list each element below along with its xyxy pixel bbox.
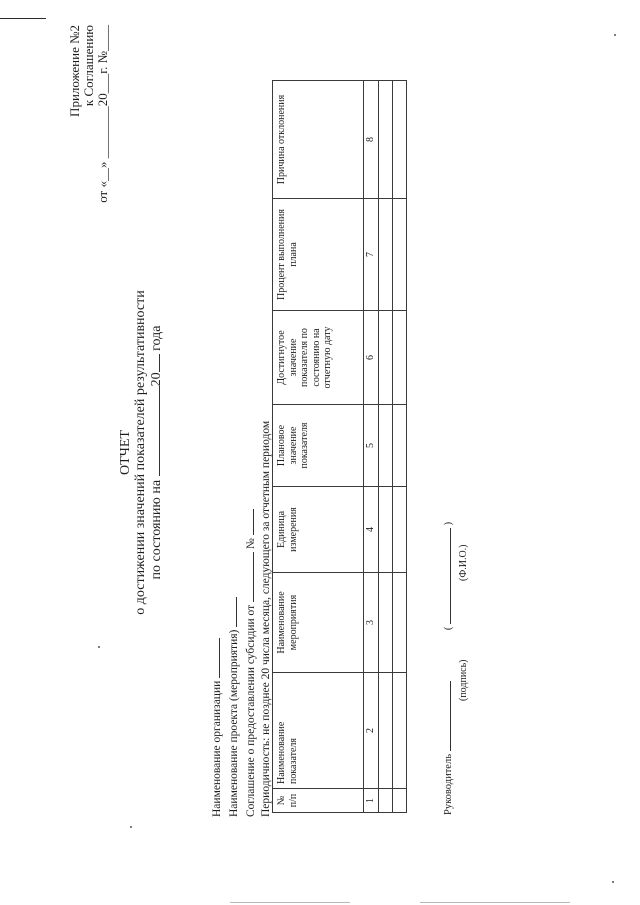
column-number: 8 [364,81,379,199]
header-cell-activity: Наименование мероприятия [273,573,364,673]
field-organization-blank [208,638,220,678]
header-cell-achieved: Достигнутое значение показателя по состоянию на отчетную дату [273,311,364,405]
report-title: ОТЧЕТ [118,430,133,475]
header-cell-percent: Процент выполнения плана [273,199,364,311]
table-row [379,81,393,813]
field-agreement-number-sign: № [245,538,257,550]
table-cell[interactable] [379,81,393,199]
column-number: 2 [364,673,379,789]
field-periodicity: Периодичность: не позднее 20 числа месяца, следующего за отчетным периодом [260,420,272,817]
header-cell-planned: Плановое значение показателя [273,405,364,487]
signature-open-paren: ( [443,626,454,631]
report-subtitle: о достижении значений показателей результативности [133,290,148,615]
report-fields [208,421,274,817]
table-cell[interactable] [393,405,407,487]
column-number: 1 [364,789,379,813]
table-cell[interactable] [379,789,393,813]
report-title-block [118,0,164,905]
table-cell[interactable] [379,405,393,487]
field-project-blank [225,597,237,627]
table-cell[interactable] [379,199,393,311]
column-number: 7 [364,199,379,311]
table-number-row [364,81,379,813]
appendix-agreement: к Соглашению [81,25,96,107]
field-project-label: Наименование проекта (мероприятия) [228,629,240,817]
name-caption: (Ф.И.О.) [458,544,469,581]
table-cell[interactable] [379,573,393,673]
table-cell[interactable] [393,199,407,311]
report-date-line [148,0,164,905]
table-row [393,81,407,813]
table-cell[interactable] [379,673,393,789]
table-cell[interactable] [393,487,407,573]
header-cell-reason: Причина отклонения [273,81,364,199]
column-number: 4 [364,487,379,573]
header-cell-number: № п/п [273,789,364,813]
column-number: 6 [364,311,379,405]
header-cell-indicator: Наименование показателя [273,673,364,789]
appendix-date-number: от «__» ________20___г. №____ [95,25,110,203]
field-agreement-date-blank [242,552,254,602]
column-number: 3 [364,573,379,673]
indicators-table [272,80,407,813]
date-blank [148,386,160,476]
signature-close-paren: ) [443,521,454,526]
signature-role: Руководитель [443,754,454,815]
date-prefix: по состоянию на [149,479,164,580]
table-cell[interactable] [379,487,393,573]
table-cell[interactable] [393,573,407,673]
date-suffix: года [149,325,164,351]
table-header-row [273,81,364,813]
signature-caption: (подпись) [458,659,469,701]
field-agreement [242,421,259,817]
field-agreement-label: Соглашение о предоставлении субсидии от [245,604,257,817]
field-organization [208,421,225,817]
signature-blank[interactable] [440,681,451,751]
table-cell[interactable] [393,673,407,789]
header-cell-unit: Единица измерения [273,487,364,573]
field-organization-label: Наименование организации [211,680,223,817]
table-cell[interactable] [393,81,407,199]
name-blank[interactable] [440,528,451,624]
field-agreement-number-blank [242,509,254,535]
table-cell[interactable] [393,311,407,405]
appendix-title: Приложение №2 [67,25,82,117]
table-cell[interactable] [379,311,393,405]
appendix-block [68,25,110,285]
table-cell[interactable] [393,789,407,813]
field-project [225,421,242,817]
column-number: 5 [364,405,379,487]
signature-line [440,522,454,815]
date-year-prefix: 20 [149,372,164,387]
year-blank [148,354,160,372]
